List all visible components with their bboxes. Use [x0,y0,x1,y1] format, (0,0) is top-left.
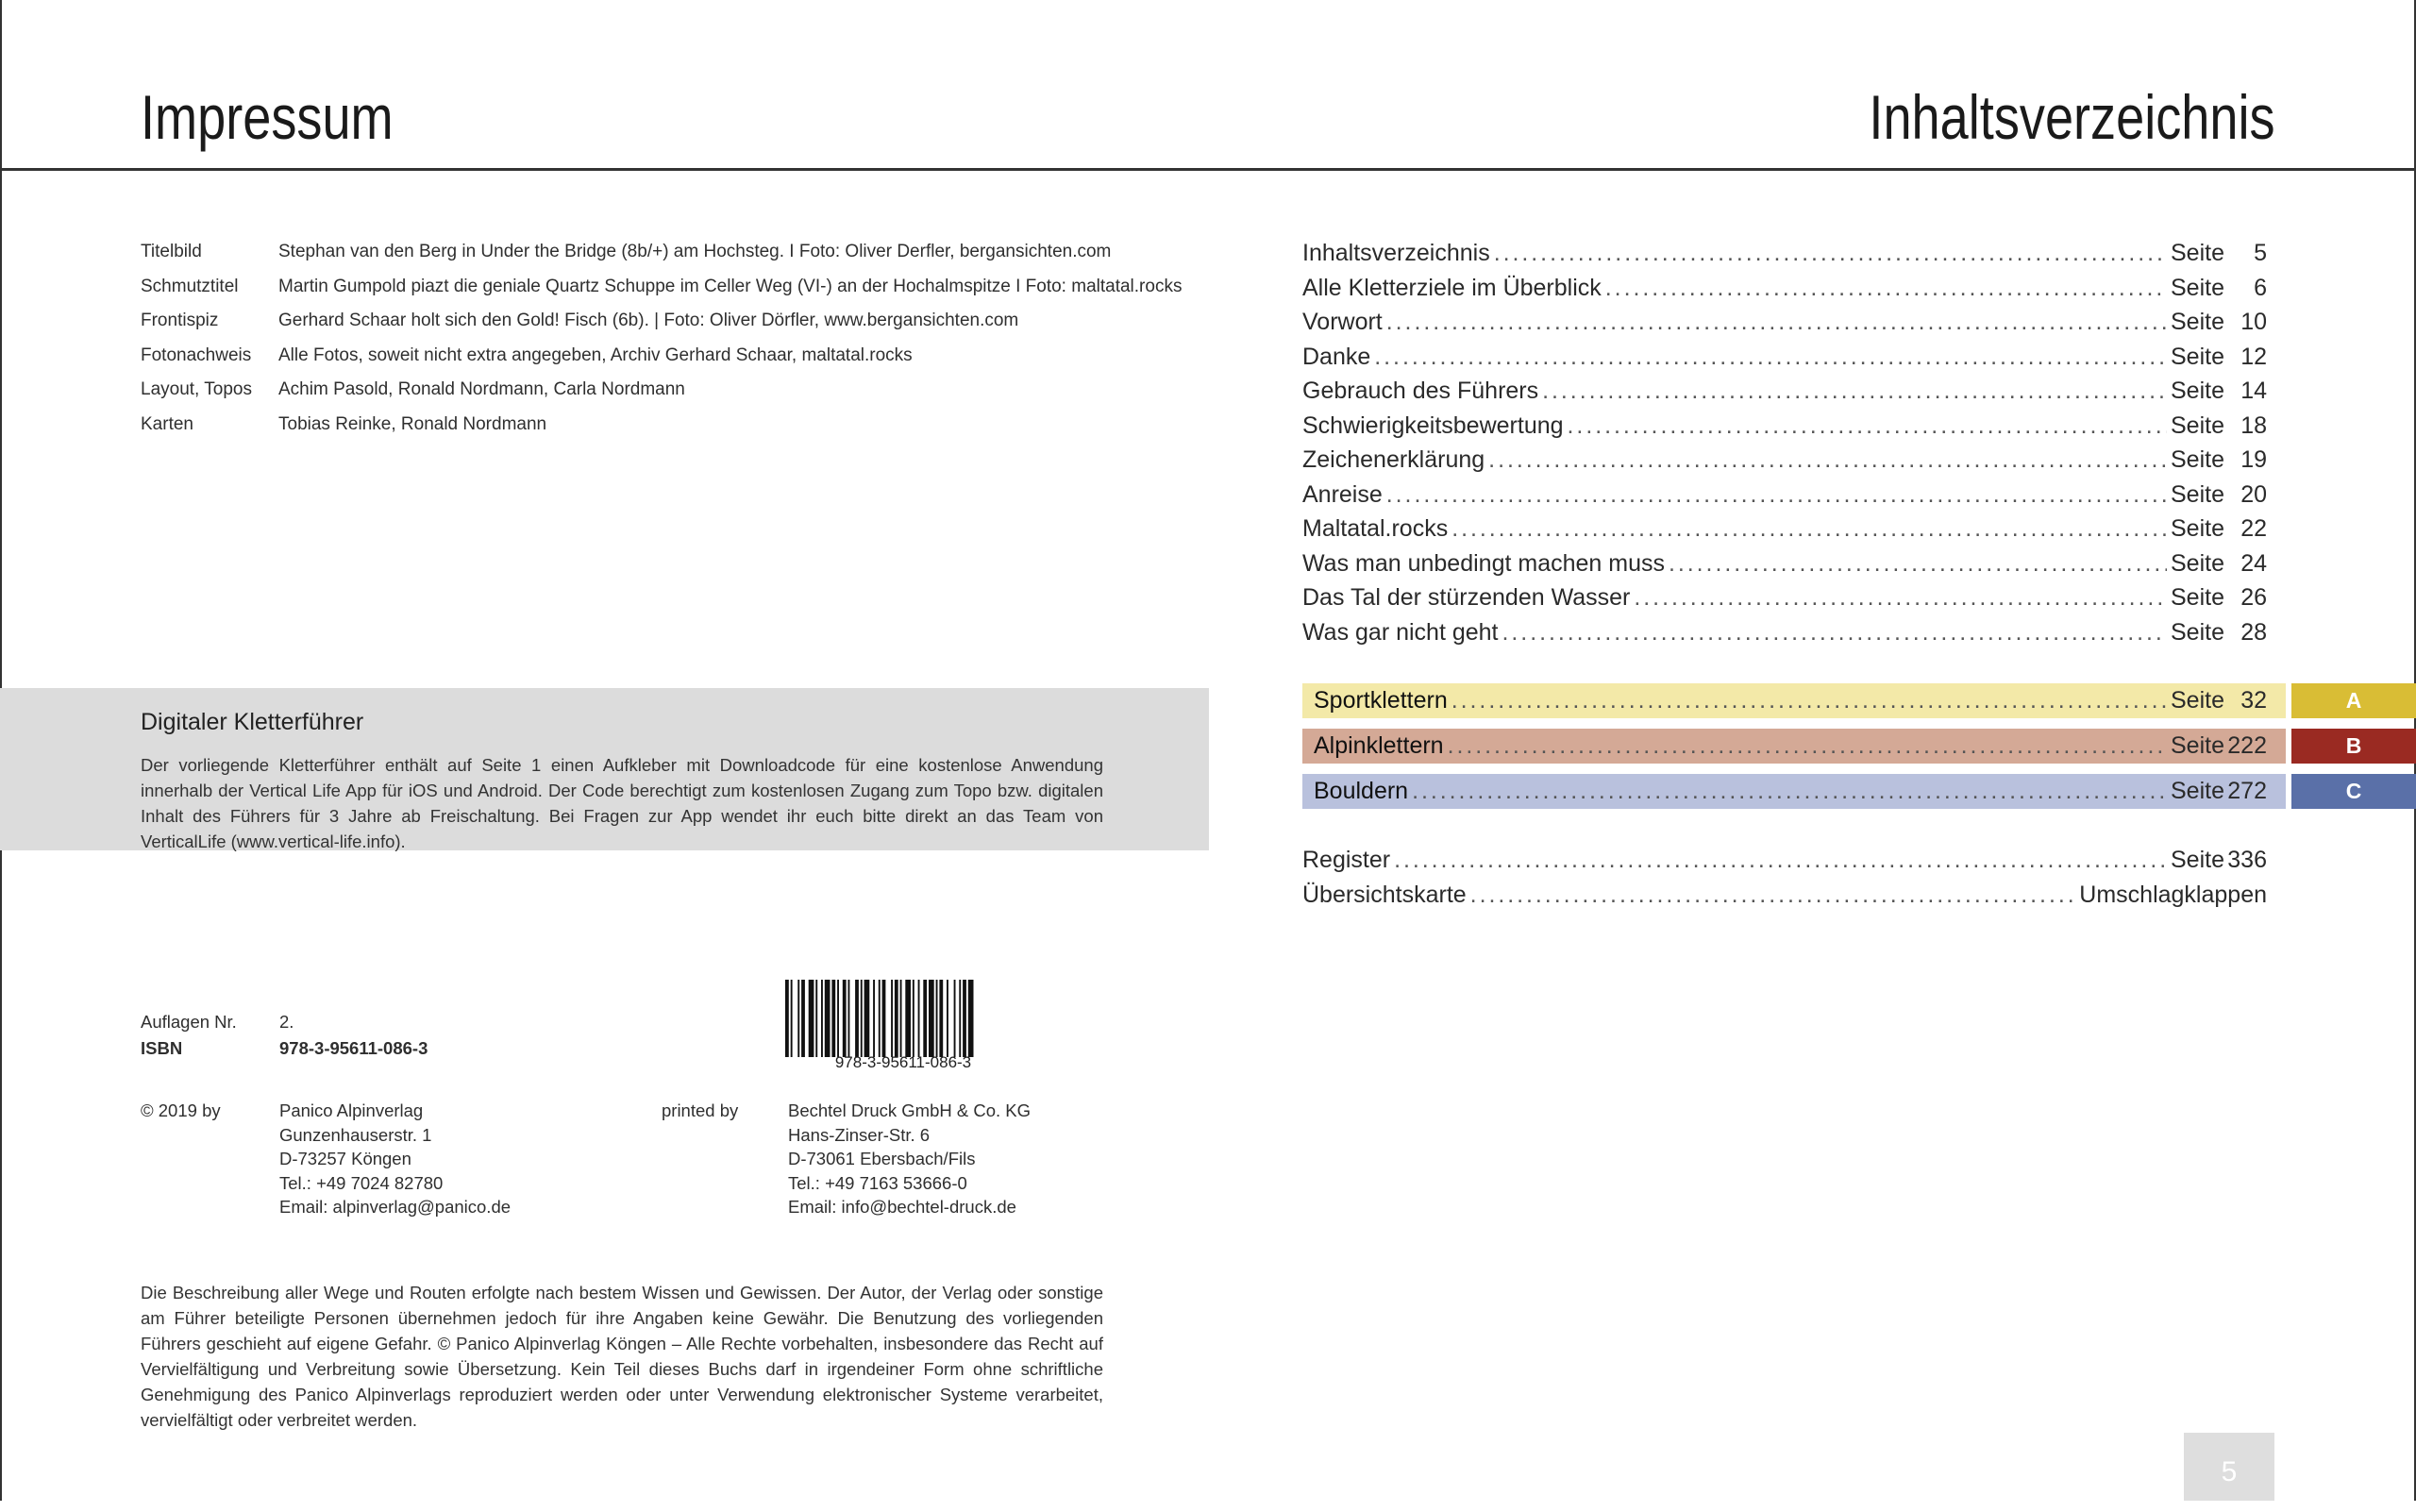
credit-label: Frontispiz [141,311,219,330]
seite-label: Seite [2171,618,2224,646]
leader-dots [1502,615,2167,650]
toc-entry-label: Inhaltsverzeichnis [1302,240,1490,266]
toc-entry-register[interactable] [1302,843,2267,878]
credit-text: Martin Gumpold piazt die geniale Quartz Schuppe im Celler Weg (VI-) an der Hochalmspitze I Foto: maltatal.rocks [278,276,1183,296]
credit-row [141,235,1179,270]
section-tab-a[interactable]: A [2291,683,2416,718]
credit-text: Alle Fotos, soweit nicht extra angegeben, Archiv Gerhard Schaar, maltatal.rocks [278,344,913,365]
barcode-bar [923,980,927,1057]
address-line: Tel.: +49 7163 53666-0 [788,1172,967,1193]
leader-dots [1634,580,2167,615]
toc-entry[interactable] [1302,478,2267,512]
copyright-label: © 2019 by [141,1100,221,1120]
toc-section-label: Sportklettern [1314,687,1448,714]
credit-row [141,339,1179,374]
legal-disclaimer: Die Beschreibung aller Wege und Routen erfolgte nach bestem Wissen und Gewissen. Der Autor, der Verlag oder sonstige am Führer beteiligte Personen übernehmen jedoch für ihre Angaben keine Gewähr. Die Benutzung des vorliegenden Führers geschieht auf eigene Gefahr. © Panico Alpinverlag Köngen – Alle Rechte vorbehalten, insbesondere das Recht auf Vervielfältigung und Verbreitung sowie Übersetzung. Kein Teil dieses Buchs darf in irgendeiner Form ohne schriftliche Genehmigung des Panico Alpinverlags reproduziert werden oder unter Verwendung elektronischer Systeme verarbeitet, vervielfältigt oder verbreitet werden. [141,1283,1103,1430]
credit-row [141,304,1179,339]
toc-entry-label: Maltatal.rocks [1302,515,1449,542]
toc-list [1302,236,2267,649]
address-line: D-73061 Ebersbach/Fils [788,1149,976,1168]
seite-label: Seite [2171,847,2224,873]
barcode-bar [954,980,956,1057]
page-number: 5 [2184,1433,2274,1501]
barcode-bar [879,980,881,1057]
toc-entry-label: Zeichenerklärung [1302,446,1485,473]
barcode-bar [831,980,835,1057]
barcode-bar [785,980,789,1057]
toc-page-reference: Umschlagklappen [2079,881,2267,908]
credit-label: Schmutztitel [141,276,239,296]
toc-entry[interactable] [1302,236,2267,271]
leader-dots [1374,340,2167,375]
barcode-bar [900,980,902,1057]
barcode-bar [963,980,966,1057]
toc-page-number: 222 [2227,732,2267,759]
leader-dots [1494,236,2167,271]
credit-label: Karten [141,413,193,434]
toc-entry-label: Gebrauch des Führers [1302,378,1539,404]
toc-page-number: 28 [2240,618,2267,646]
toc-entry[interactable] [1302,409,2267,444]
barcode-bar [939,980,943,1057]
toc-entry[interactable] [1302,546,2267,581]
toc-page-number: 10 [2240,309,2267,335]
leader-dots [1605,271,2167,306]
edition-row [141,1009,428,1035]
seite-label: Seite [2171,378,2224,404]
seite-label: Seite [2171,687,2224,714]
printer-address [788,1099,1031,1219]
barcode-bar [905,980,911,1057]
barcode-bar [809,980,814,1057]
leader-dots [1386,305,2167,340]
toc-entry-label: Vorwort [1302,309,1383,335]
address-line: Bechtel Druck GmbH & Co. KG [788,1100,1032,1120]
printer-label: printed by [662,1100,739,1120]
barcode-bar [815,980,817,1057]
leader-dots [1386,478,2167,512]
barcode-number: 978-3-95611-086-3 [834,1053,972,1071]
address-line: Tel.: +49 7024 82780 [279,1172,444,1193]
toc-entry-overview-map[interactable] [1302,878,2267,913]
toc-entry[interactable] [1302,340,2267,375]
barcode-bar [837,980,839,1057]
toc-page-number: 336 [2227,847,2267,873]
toc-page-number: 18 [2240,412,2267,439]
barcode-bar [861,980,863,1057]
publisher-address [279,1099,511,1219]
toc-page-number: 22 [2240,515,2267,542]
toc-appendix [1302,843,2267,912]
barcode-bar [825,980,830,1057]
section-tab-b[interactable]: B [2291,729,2416,764]
barcode-bar [891,980,893,1057]
toc-title: Inhaltsverzeichnis [1869,82,2275,152]
toc-entry[interactable] [1302,271,2267,306]
toc-entry[interactable] [1302,374,2267,409]
toc-entry[interactable] [1302,580,2267,615]
leader-dots [1448,729,2167,764]
section-tab-c[interactable]: C [2291,774,2416,809]
toc-page-number: 26 [2240,584,2267,611]
barcode-bar [882,980,886,1057]
barcode-bar [797,980,799,1057]
seite-label: Seite [2171,515,2224,542]
address-line: D-73257 Köngen [279,1149,411,1168]
barcode-bar [929,980,934,1057]
digital-guide-title: Digitaler Kletterführer [141,709,364,735]
isbn-label: ISBN [141,1038,183,1058]
barcode-bar [895,980,898,1057]
toc-entry-label: Register [1302,847,1391,873]
address-line: Gunzenhauserstr. 1 [279,1124,432,1145]
toc-entry-label: Was man unbedingt machen muss [1302,549,1665,577]
leader-dots [1470,878,2076,913]
toc-page-number: 12 [2240,343,2267,370]
leader-dots [1542,374,2167,409]
publisher-email: Email: alpinverlag@panico.de [279,1197,512,1217]
barcode-bar [947,980,948,1057]
barcode-bar [873,980,875,1057]
toc-page-number: 5 [2254,240,2267,266]
barcode-bar [959,980,961,1057]
seite-label: Seite [2171,480,2224,508]
credit-label: Fotonachweis [141,344,252,365]
toc-page-number: 272 [2227,778,2267,804]
credit-text: Gerhard Schaar holt sich den Gold! Fisch (6b). | Foto: Oliver Dörfler, www.bergansichten.com [278,311,1019,330]
seite-label: Seite [2171,732,2224,759]
digital-guide-text: Der vorliegende Kletterführer enthält auf Seite 1 einen Aufkleber mit Downloadcode für eine kostenlose Anwendung innerhalb der Vertical Life App für iOS und Android. Der Code berechtigt zum kostenlosen Zugang zum Topo bzw. digitalen Inhalt des Führers für 3 Jahre ab Freischaltung. Bei Fragen zur App wendet ihr euch bitte direkt an das Team von VerticalLife (www.vertical-life.info). [141,755,1103,851]
credit-label: Layout, Topos [141,379,252,399]
toc-entry-label: Das Tal der stürzenden Wasser [1302,584,1631,611]
edition-label: Auflagen Nr. [141,1012,237,1032]
barcode-bar [918,980,920,1057]
seite-label: Seite [2171,549,2224,577]
seite-label: Seite [2171,778,2224,804]
toc-entry-label: Übersichtskarte [1302,881,1467,908]
barcode-bar [843,980,847,1057]
credits-list [141,235,1183,442]
header-rule [0,168,2416,171]
barcode-bar [821,980,823,1057]
toc-page-number: 24 [2240,549,2267,577]
seite-label: Seite [2171,584,2224,611]
credit-row [141,373,1179,408]
credit-text: Achim Pasold, Ronald Nordmann, Carla Nordmann [278,379,685,399]
toc-page-number: 20 [2240,480,2267,508]
toc-entry[interactable] [1302,615,2267,650]
toc-section-alpinklettern[interactable] [1314,729,2267,764]
barcode-bar [855,980,859,1057]
address-line: Panico Alpinverlag [279,1100,424,1120]
barcode-bar [848,980,850,1057]
barcode-bar [791,980,793,1057]
leader-dots [1451,683,2167,718]
toc-page-number: 32 [2240,687,2267,714]
leader-dots [1412,774,2167,809]
isbn-value: 978-3-95611-086-3 [279,1038,428,1058]
barcode-bar [913,980,914,1057]
toc-section-sportklettern[interactable] [1314,683,2267,718]
toc-section-bouldern[interactable] [1314,774,2267,809]
toc-page-number: 19 [2240,446,2267,473]
toc-page-number: 6 [2254,274,2267,301]
barcode-bar [936,980,938,1057]
seite-label: Seite [2171,343,2224,370]
toc-entry-label: Schwierigkeitsbewertung [1302,412,1564,439]
toc-entry[interactable] [1302,512,2267,546]
leader-dots [1568,409,2167,444]
toc-page-number: 14 [2240,378,2267,404]
isbn-row [141,1035,428,1062]
credit-label: Titelbild [141,242,202,261]
seite-label: Seite [2171,309,2224,335]
seite-label: Seite [2171,240,2224,266]
toc-section-label: Bouldern [1314,778,1409,804]
toc-entry-label: Danke [1302,343,1371,370]
leader-dots [1394,843,2167,878]
credit-row [141,408,1179,443]
barcode-bar [801,980,805,1057]
toc-entry-label: Was gar nicht geht [1302,618,1499,646]
edition-info [141,1009,428,1062]
credit-row [141,270,1183,305]
address-line: Hans-Zinser-Str. 6 [788,1124,931,1145]
barcode-bar [968,980,974,1057]
digital-guide-box [0,688,1209,850]
leader-dots [1669,546,2167,581]
toc-section-label: Alpinklettern [1314,732,1444,759]
seite-label: Seite [2171,274,2224,301]
toc-entry[interactable] [1302,443,2267,478]
barcode-bar [864,980,870,1057]
toc-entry[interactable] [1302,305,2267,340]
seite-label: Seite [2171,412,2224,439]
toc-entry-label: Alle Kletterziele im Überblick [1302,274,1602,301]
seite-label: Seite [2171,446,2224,473]
leader-dots [1451,512,2167,546]
credit-text: Stephan van den Berg in Under the Bridge (8b/+) am Hochsteg. I Foto: Oliver Derfler, bergansichten.com [278,242,1112,261]
impressum-title: Impressum [141,82,394,152]
edition-value: 2. [279,1012,294,1032]
printer-email: Email: info@bechtel-druck.de [788,1197,1016,1217]
isbn-barcode [785,980,1021,1057]
toc-entry-label: Anreise [1302,480,1383,508]
leader-dots [1488,443,2167,478]
credit-text: Tobias Reinke, Ronald Nordmann [278,413,547,434]
